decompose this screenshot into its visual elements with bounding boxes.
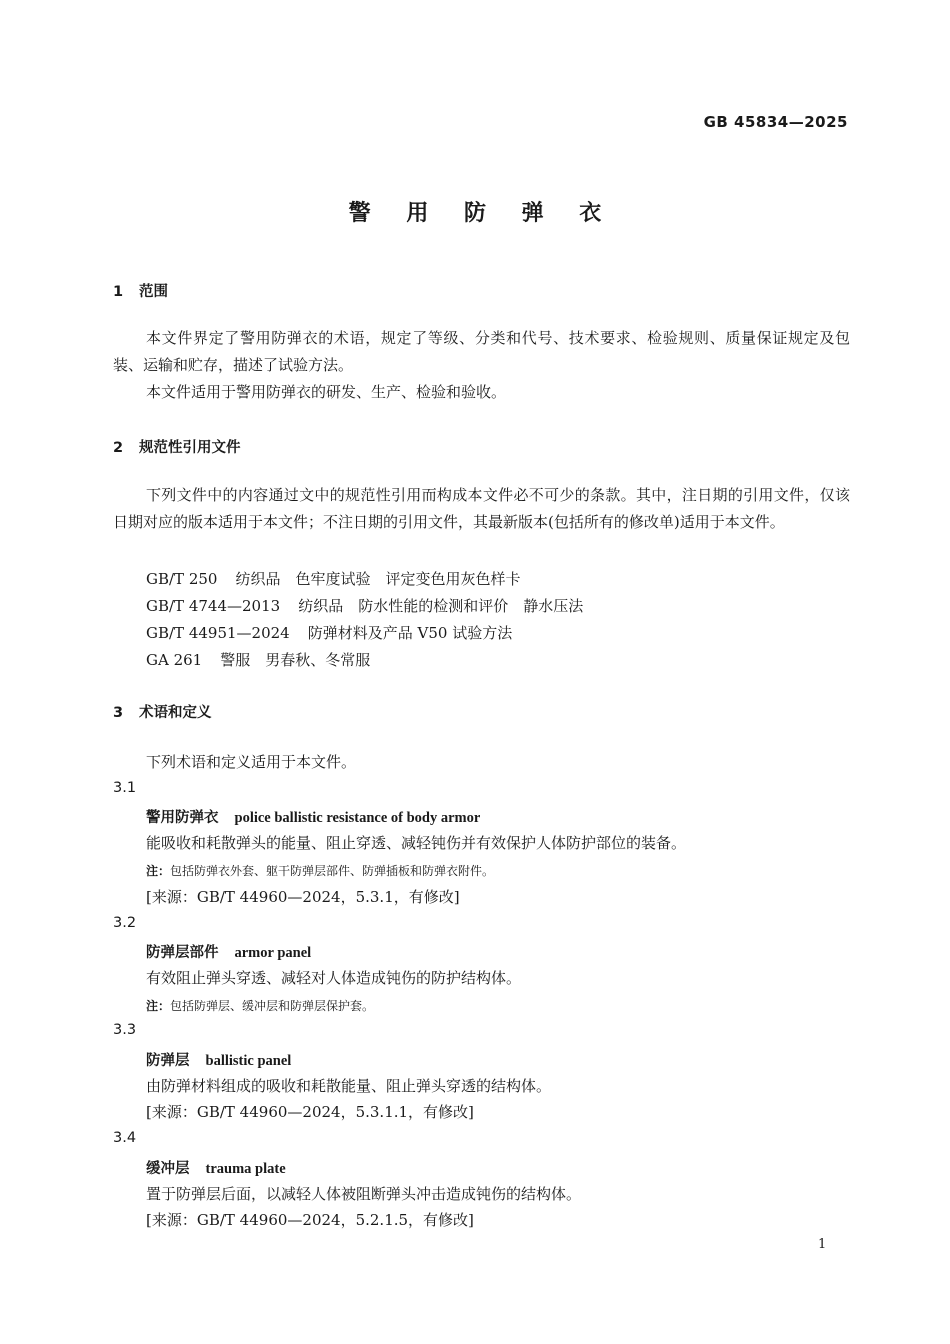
reference-title: 防弹材料及产品 V50 试验方法 bbox=[307, 624, 513, 642]
term-heading bbox=[146, 941, 311, 962]
reference-code: GB/T 4744—2013 bbox=[146, 597, 281, 615]
term-source: [来源：GB/T 44960—2024，5.2.1.5，有修改] bbox=[146, 1211, 474, 1229]
reference-title: 纺织品 色牢度试验 评定变色用灰色样卡 bbox=[235, 570, 521, 588]
section-number: 1 bbox=[113, 284, 124, 300]
paragraph: 本文件界定了警用防弹衣的术语，规定了等级、分类和代号、技术要求、检验规则、质量保证规定及包装、运输和贮存，描述了试验方法。 bbox=[113, 329, 850, 374]
term-chinese: 防弹层 bbox=[146, 1053, 190, 1069]
term-heading bbox=[146, 1049, 291, 1070]
note-label: 注： bbox=[146, 999, 171, 1013]
term-definition: 置于防弹层后面，以减轻人体被阻断弹头冲击造成钝伤的结构体。 bbox=[146, 1185, 582, 1203]
note-text: 包括防弹衣外套、躯干防弹层部件、防弹插板和防弹衣附件。 bbox=[170, 864, 495, 878]
paragraph: 本文件适用于警用防弹衣的研发、生产、检验和验收。 bbox=[146, 383, 507, 401]
term-note bbox=[146, 997, 374, 1014]
section-number: 3 bbox=[113, 705, 124, 721]
section-title: 规范性引用文件 bbox=[139, 440, 241, 456]
reference-code: GB/T 250 bbox=[146, 570, 218, 588]
document-title: 警 用 防 弹 衣 bbox=[348, 201, 616, 226]
term-chinese: 防弹层部件 bbox=[146, 945, 219, 961]
reference-item bbox=[146, 649, 370, 670]
term-source: [来源：GB/T 44960—2024，5.3.1，有修改] bbox=[146, 888, 460, 906]
standard-number: GB 45834—2025 bbox=[703, 113, 848, 131]
reference-item bbox=[146, 568, 520, 589]
term-chinese: 警用防弹衣 bbox=[146, 810, 219, 826]
term-definition: 能吸收和耗散弹头的能量、阻止穿透、减轻钝伤并有效保护人体防护部位的装备。 bbox=[146, 834, 687, 852]
term-note bbox=[146, 862, 494, 879]
clause-number: 3.4 bbox=[113, 1130, 137, 1146]
term-english: police ballistic resistance of body armor bbox=[234, 810, 481, 826]
section-number: 2 bbox=[113, 440, 124, 456]
term-definition: 有效阻止弹头穿透、减轻对人体造成钝伤的防护结构体。 bbox=[146, 969, 522, 987]
note-text: 包括防弹层、缓冲层和防弹层保护套。 bbox=[170, 999, 375, 1013]
clause-number: 3.1 bbox=[113, 780, 137, 796]
term-chinese: 缓冲层 bbox=[146, 1161, 190, 1177]
note-label: 注： bbox=[146, 864, 171, 878]
section-1-heading bbox=[113, 280, 168, 301]
term-source: [来源：GB/T 44960—2024，5.3.1.1，有修改] bbox=[146, 1103, 474, 1121]
reference-title: 纺织品 防水性能的检测和评价 静水压法 bbox=[298, 597, 584, 615]
reference-item bbox=[146, 622, 512, 643]
section-2-heading bbox=[113, 436, 241, 457]
reference-code: GB/T 44951—2024 bbox=[146, 624, 290, 642]
term-heading bbox=[146, 1157, 286, 1178]
reference-title: 警服 男春秋、冬常服 bbox=[220, 651, 371, 669]
term-heading bbox=[146, 806, 480, 827]
reference-item bbox=[146, 595, 583, 616]
term-english: ballistic panel bbox=[205, 1053, 292, 1069]
term-definition: 由防弹材料组成的吸收和耗散能量、阻止弹头穿透的结构体。 bbox=[146, 1077, 552, 1095]
paragraph: 下列术语和定义适用于本文件。 bbox=[146, 753, 357, 771]
term-english: trauma plate bbox=[205, 1161, 286, 1177]
paragraph: 下列文件中的内容通过文中的规范性引用而构成本文件必不可少的条款。其中，注日期的引用文件，仅该日期对应的版本适用于本文件；不注日期的引用文件，其最新版本(包括所有的修改单)适用于本文件。 bbox=[113, 486, 850, 531]
reference-code: GA 261 bbox=[146, 651, 203, 669]
section-title: 术语和定义 bbox=[139, 705, 212, 721]
section-title: 范围 bbox=[139, 284, 168, 300]
clause-number: 3.3 bbox=[113, 1022, 137, 1038]
clause-number: 3.2 bbox=[113, 915, 137, 931]
page-number: 1 bbox=[818, 1237, 827, 1252]
section-3-heading bbox=[113, 701, 212, 722]
term-english: armor panel bbox=[234, 945, 312, 961]
